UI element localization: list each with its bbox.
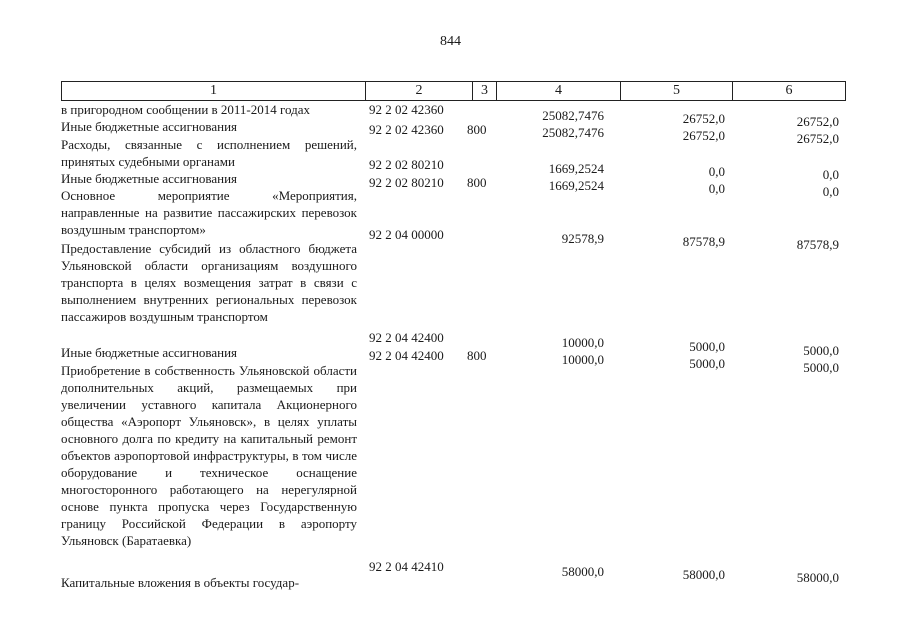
header-col-5: 5 xyxy=(620,82,732,100)
row-value-col5: 5000,0 xyxy=(689,339,725,354)
row-code: 92 2 04 00000 xyxy=(369,227,444,242)
row-value-col5: 5000,0 xyxy=(689,356,725,371)
row-code: 92 2 04 42400 xyxy=(369,348,444,363)
row-value-col4: 10000,0 xyxy=(561,335,604,350)
row-code: 92 2 02 80210 xyxy=(369,175,444,190)
row-code: 92 2 02 80210 xyxy=(369,157,444,172)
row-description: Капитальные вложения в объекты государ- xyxy=(61,575,300,590)
row-vr: 800 xyxy=(467,175,487,190)
row-vr: 800 xyxy=(467,348,487,363)
row-description: в пригородном сообщении в 2011-2014 годах xyxy=(61,102,311,117)
row-code: 92 2 04 42410 xyxy=(369,559,444,574)
row-value-col6: 5000,0 xyxy=(803,343,839,358)
header-col-3: 3 xyxy=(472,82,496,100)
table-header xyxy=(61,81,846,101)
header-col-4: 4 xyxy=(496,82,620,100)
row-description: Иные бюджетные ассигнования xyxy=(61,171,238,186)
header-col-2: 2 xyxy=(365,82,472,100)
row-vr: 800 xyxy=(467,122,487,137)
row-value-col4: 25082,7476 xyxy=(542,108,604,123)
row-value-col6: 26752,0 xyxy=(796,114,839,129)
row-value-col4: 58000,0 xyxy=(561,564,604,579)
row-code: 92 2 02 42360 xyxy=(369,122,444,137)
row-value-col4: 10000,0 xyxy=(561,352,604,367)
row-description: Предоставление субсидий из областного бюджета Ульяновской области организациям воздушного транспорта в целях возмещения затрат в связи с выполнением внутренних региональных перевозок пассажиров воздушным транспортом xyxy=(61,241,357,324)
row-code: 92 2 02 42360 xyxy=(369,102,444,117)
row-description: Расходы, связанные с исполнением решений, принятых судебными органами xyxy=(61,137,357,169)
row-value-col4: 92578,9 xyxy=(561,231,604,246)
row-value-col6: 26752,0 xyxy=(796,131,839,146)
row-value-col6: 58000,0 xyxy=(796,570,839,585)
row-value-col5: 0,0 xyxy=(708,181,725,196)
row-value-col5: 26752,0 xyxy=(682,128,725,143)
row-description: Иные бюджетные ассигнования xyxy=(61,345,238,360)
row-value-col5: 87578,9 xyxy=(682,234,725,249)
row-value-col6: 0,0 xyxy=(822,184,839,199)
header-col-1: 1 xyxy=(210,83,217,98)
row-value-col6: 0,0 xyxy=(822,167,839,182)
row-value-col4: 25082,7476 xyxy=(542,125,604,140)
header-col-6: 6 xyxy=(732,82,845,100)
page-number: 844 xyxy=(440,34,461,49)
row-description: Иные бюджетные ассигнования xyxy=(61,119,238,134)
row-value-col6: 87578,9 xyxy=(796,237,839,252)
row-value-col6: 5000,0 xyxy=(803,360,839,375)
row-code: 92 2 04 42400 xyxy=(369,330,444,345)
row-value-col4: 1669,2524 xyxy=(548,161,604,176)
row-description: Приобретение в собственность Ульяновской области дополнительных акций, размещаемых при увеличении уставного капитала Акционерного общества «Аэропорт Ульяновск», в целях уплаты основного долга по кредиту на капитальный ремонт объектов аэропортовой инфраструктуры, в том числе оборудование и техническое оснащение многосторонного работающего на нерегулярной основе пункта пропуска через Государственную границу Российской Федерации в аэропорту Ульяновск (Баратаевка) xyxy=(61,363,357,548)
row-value-col5: 0,0 xyxy=(708,164,725,179)
row-value-col5: 26752,0 xyxy=(682,111,725,126)
row-description: Основное мероприятие «Мероприятия, направленные на развитие пассажирских перевозок воздушным транспортом» xyxy=(61,188,357,237)
row-value-col5: 58000,0 xyxy=(682,567,725,582)
row-value-col4: 1669,2524 xyxy=(548,178,604,193)
